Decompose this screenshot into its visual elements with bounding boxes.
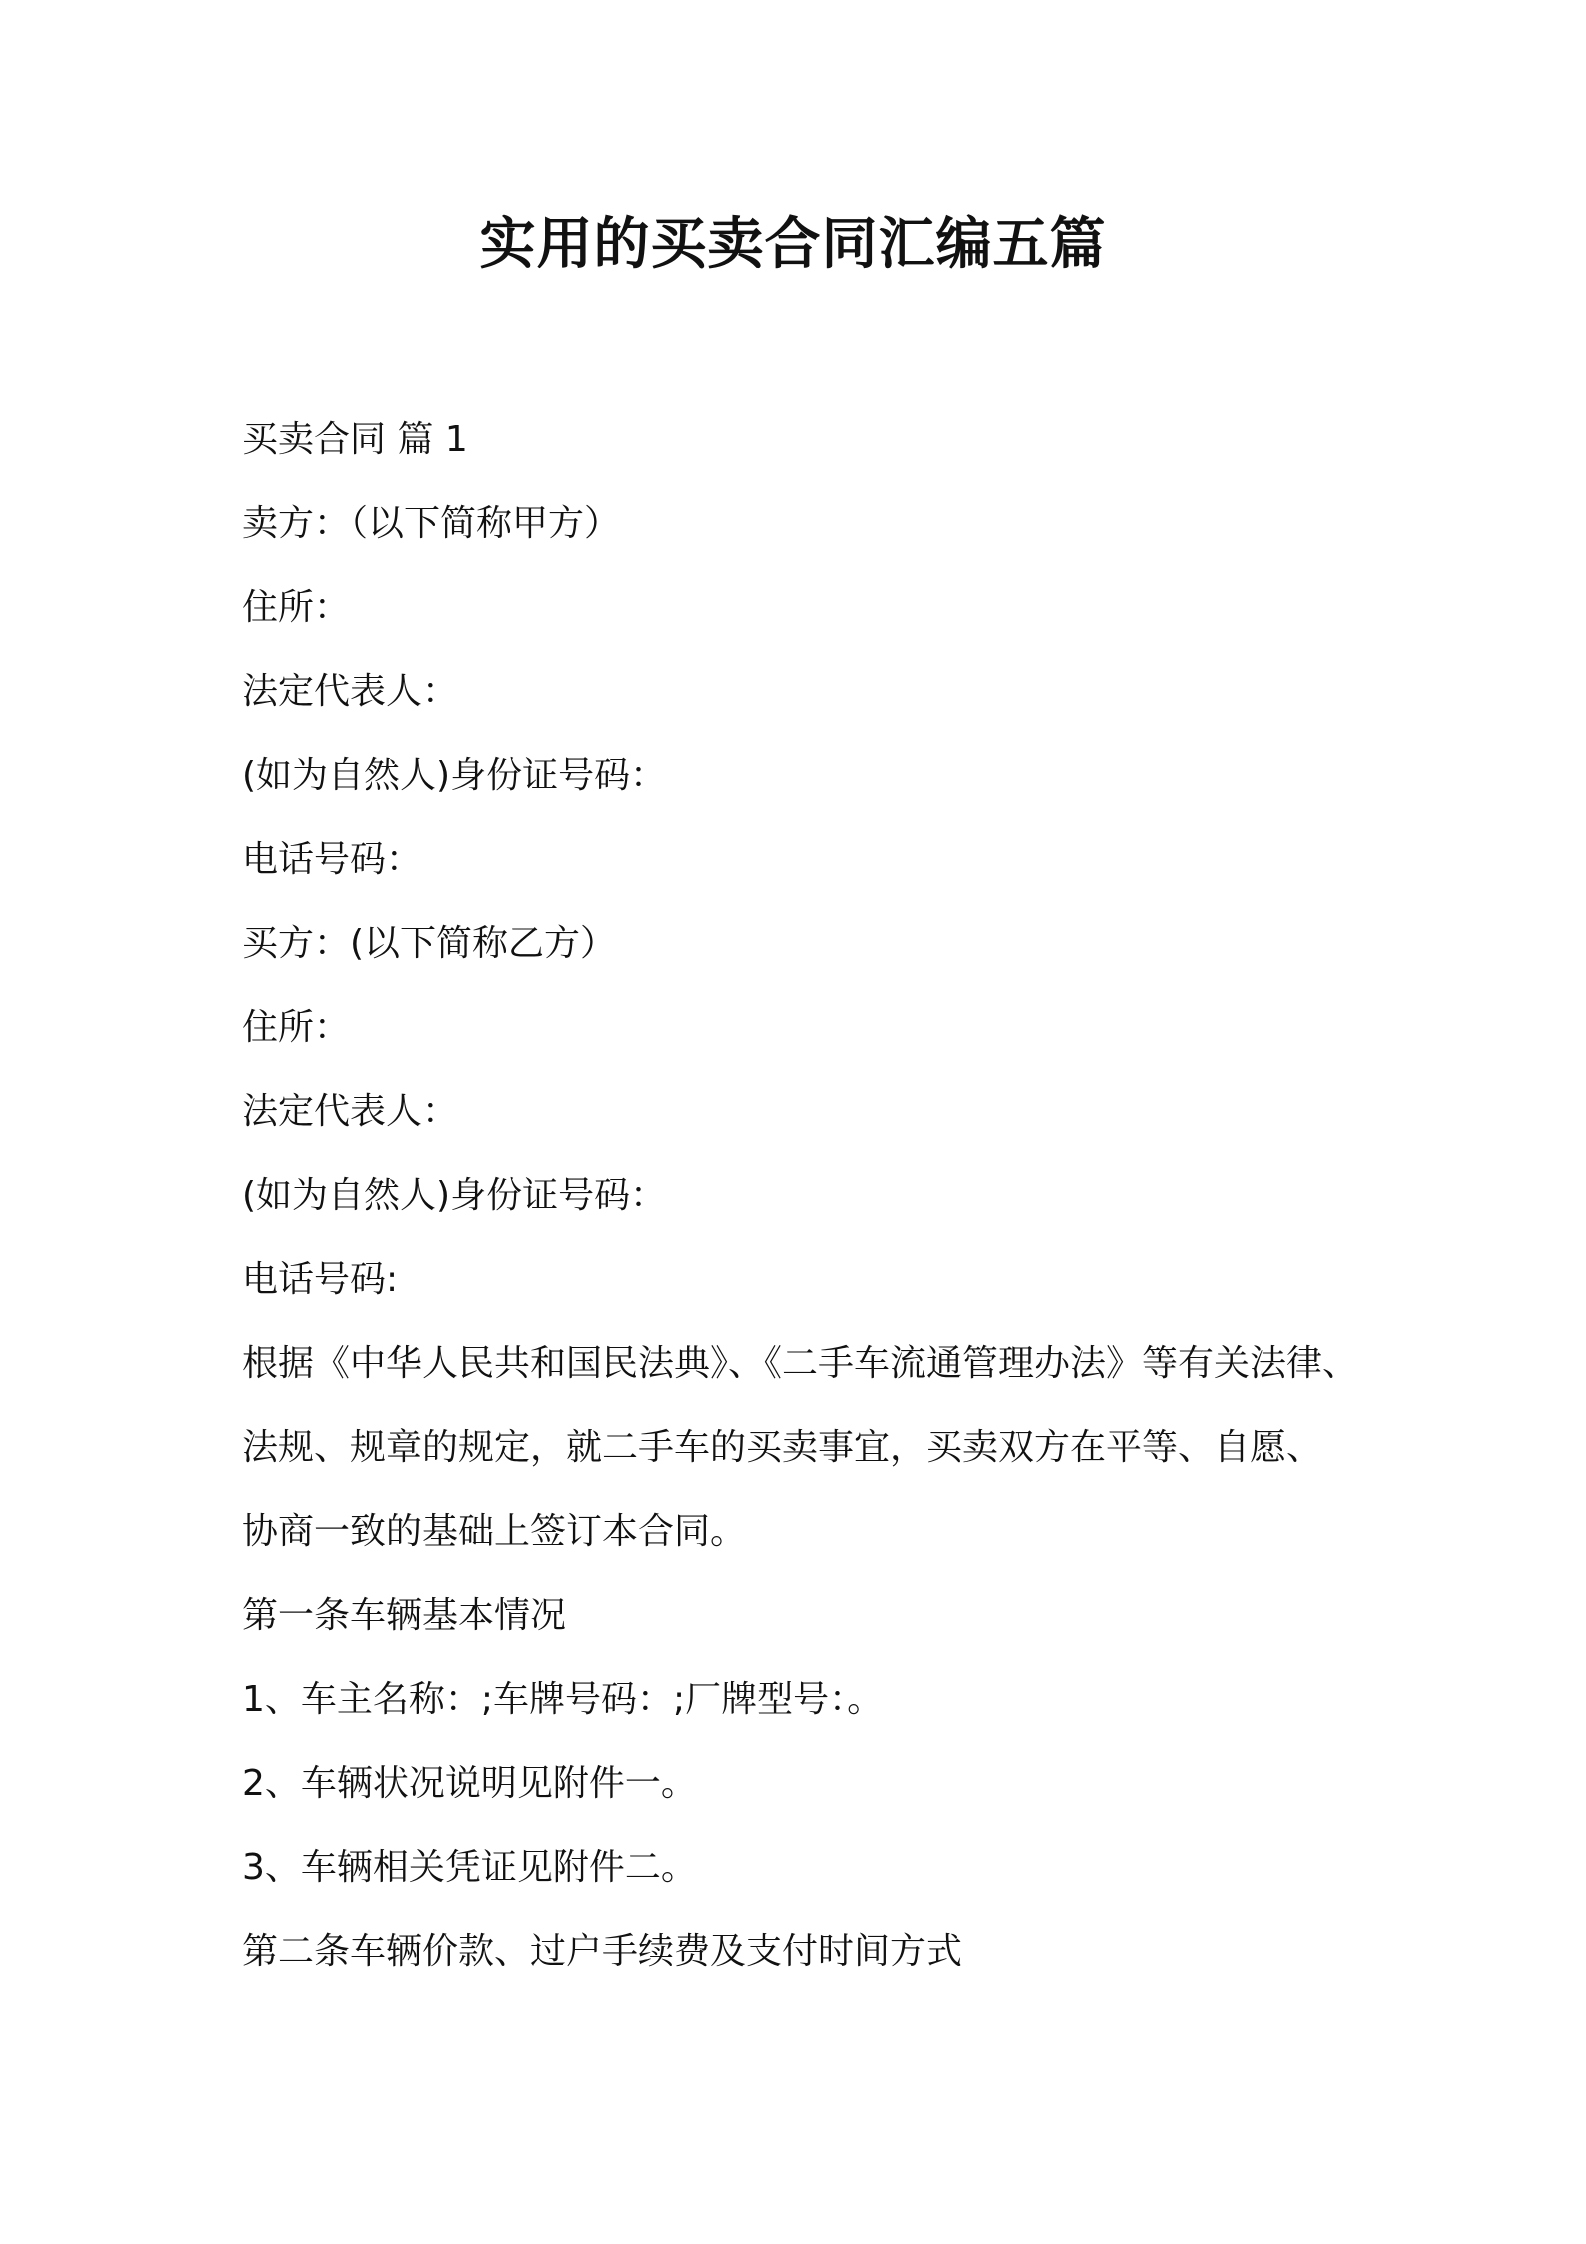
preamble-line-1: 根据《中华人民共和国民法典》、《二手车流通管理办法》等有关法律、 <box>242 1343 1359 1384</box>
preamble-line-2: 法规、规章的规定，就二手车的买卖事宜，买卖双方在平等、自愿、 <box>242 1427 1323 1468</box>
article-1-item-1: 1、车主名称：;车牌号码：;厂牌型号：。 <box>242 1679 884 1720</box>
document-body <box>242 398 1372 1994</box>
buyer-id-line: (如为自然人)身份证号码： <box>242 1175 667 1216</box>
buyer-legal-rep-line: 法定代表人： <box>242 1091 459 1132</box>
article-1-heading: 第一条车辆基本情况 <box>242 1595 567 1636</box>
article-2-heading: 第二条车辆价款、过户手续费及支付时间方式 <box>242 1931 963 1972</box>
document-title: 实用的买卖合同汇编五篇 <box>479 212 1107 277</box>
seller-id-line: (如为自然人)身份证号码： <box>242 755 667 796</box>
seller-line: 卖方：（以下简称甲方） <box>242 503 621 544</box>
article-1-item-3: 3、车辆相关凭证见附件二。 <box>242 1847 697 1888</box>
buyer-address-line: 住所： <box>242 1007 351 1048</box>
buyer-phone-line: 电话号码: <box>242 1259 399 1300</box>
seller-address-line: 住所： <box>242 587 351 628</box>
section-heading: 买卖合同 篇 1 <box>242 419 468 460</box>
buyer-line: 买方：(以下简称乙方） <box>242 923 617 964</box>
preamble-line-3: 协商一致的基础上签订本合同。 <box>242 1511 747 1552</box>
article-1-item-2: 2、车辆状况说明见附件一。 <box>242 1763 697 1804</box>
seller-legal-rep-line: 法定代表人： <box>242 671 459 712</box>
seller-phone-line: 电话号码： <box>242 839 423 880</box>
